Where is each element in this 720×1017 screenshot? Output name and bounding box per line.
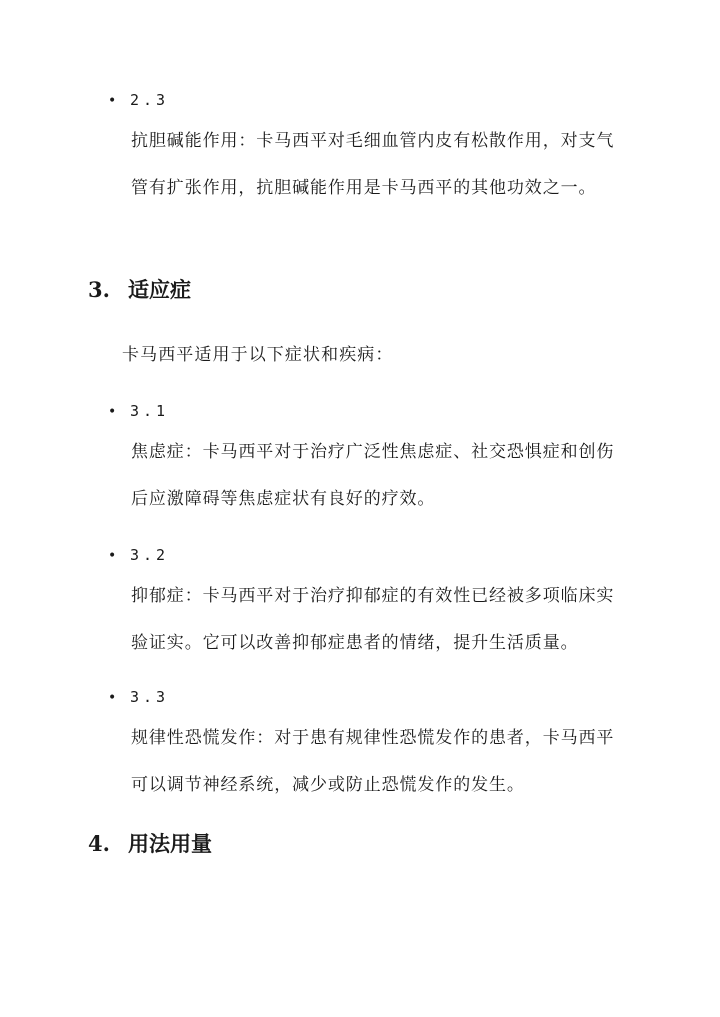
section-number: 4.	[88, 831, 110, 856]
section-title: 适应症	[128, 277, 191, 302]
item-text-3-1: 焦虑症：卡马西平对于治疗广泛性焦虑症、社交恐惧症和创伤后应激障碍等焦虑症状有良好的疗效。	[131, 442, 615, 509]
item-number-3-3: 3.3	[130, 688, 170, 706]
list-bullet: •	[108, 404, 117, 420]
section-number: 3.	[88, 277, 110, 302]
section-intro: 卡马西平适用于以下症状和疾病：	[122, 345, 394, 365]
item-text-3-2: 抑郁症：卡马西平对于治疗抑郁症的有效性已经被多项临床实验证实。它可以改善抑郁症患者的情绪，提升生活质量。	[131, 586, 615, 653]
list-bullet: •	[108, 93, 117, 109]
section-heading-4	[88, 830, 212, 858]
list-bullet: •	[108, 690, 117, 706]
section-heading-3	[88, 276, 191, 304]
item-text-3-3: 规律性恐慌发作：对于患有规律性恐慌发作的患者，卡马西平可以调节神经系统，减少或防止恐慌发作的发生。	[131, 728, 615, 795]
item-text-2-3: 抗胆碱能作用：卡马西平对毛细血管内皮有松散作用，对支气管有扩张作用，抗胆碱能作用是卡马西平的其他功效之一。	[131, 131, 615, 198]
item-number-3-1: 3.1	[130, 402, 170, 420]
section-title: 用法用量	[128, 831, 212, 856]
item-number-3-2: 3.2	[130, 546, 170, 564]
list-bullet: •	[108, 548, 117, 564]
item-number-2-3: 2.3	[130, 91, 170, 109]
